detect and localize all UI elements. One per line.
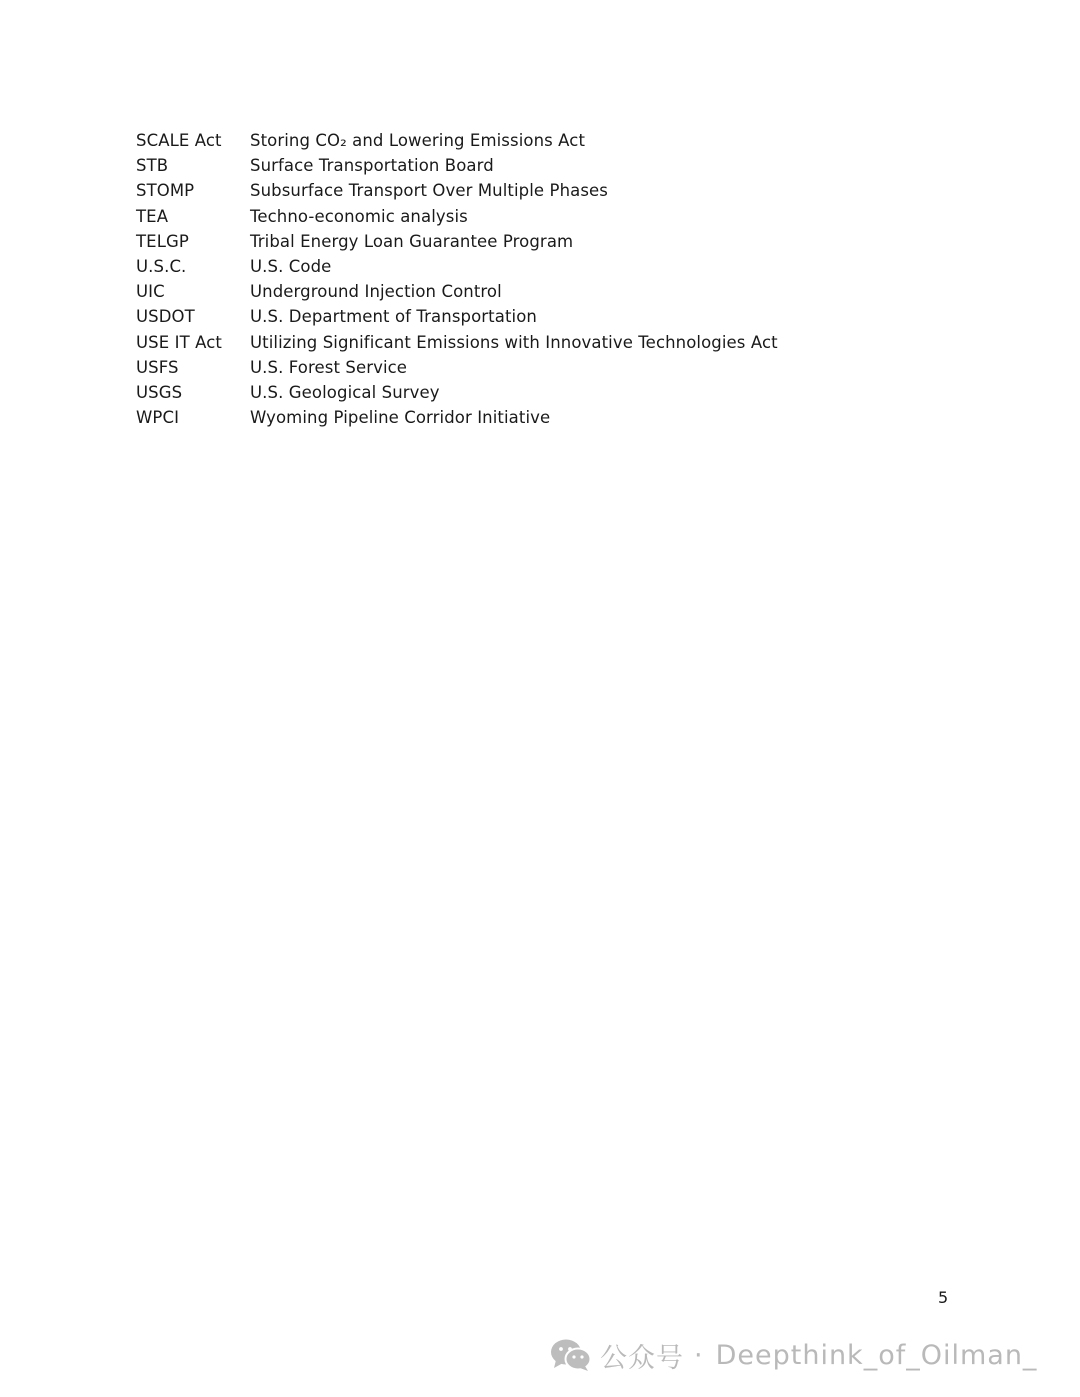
watermark [550,1335,1037,1375]
acronym-row [136,254,836,279]
acronym-definition: Storing CO₂ and Lowering Emissions Act [250,131,586,151]
acronym-abbreviation: SCALE Act [136,131,222,151]
acronym-row [136,380,836,405]
acronym-row [136,229,836,254]
acronym-row [136,304,836,329]
watermark-account: Deepthink_of_Oilman_ [715,1339,1038,1371]
acronym-definition: Techno-economic analysis [250,206,468,226]
acronym-row [136,178,836,203]
acronym-abbreviation: U.S.C. [136,257,187,277]
acronym-row [136,355,836,380]
acronym-abbreviation: USFS [136,357,179,377]
acronym-definition: U.S. Geological Survey [250,382,440,402]
acronym-abbreviation: TEA [136,206,169,226]
acronym-definition: Wyoming Pipeline Corridor Initiative [250,408,551,428]
acronym-definition: Subsurface Transport Over Multiple Phases [250,181,608,201]
acronym-abbreviation: USDOT [136,307,195,327]
acronym-abbreviation: TELGP [136,231,189,251]
acronym-definition: Utilizing Significant Emissions with Innovative Technologies Act [250,332,778,352]
acronym-row [136,279,836,304]
acronym-definition: U.S. Department of Transportation [250,307,537,327]
watermark-separator: · [694,1339,704,1371]
wechat-icon [550,1338,592,1372]
acronym-abbreviation: USGS [136,382,183,402]
acronym-abbreviation: UIC [136,282,165,302]
acronym-abbreviation: WPCI [136,408,180,428]
acronym-row [136,204,836,229]
acronym-definition: U.S. Forest Service [250,357,408,377]
acronym-row [136,153,836,178]
acronym-abbreviation: USE IT Act [136,332,222,352]
watermark-label: 公众号 [600,1342,684,1374]
acronym-definition: Underground Injection Control [250,282,502,302]
acronym-row [136,330,836,355]
acronym-definition: Surface Transportation Board [250,156,494,176]
acronym-list [136,128,836,430]
acronym-abbreviation: STOMP [136,181,195,201]
acronym-abbreviation: STB [136,156,169,176]
page-number: 5 [938,1288,949,1307]
acronym-definition: Tribal Energy Loan Guarantee Program [250,231,574,251]
acronym-row [136,128,836,153]
acronym-definition: U.S. Code [250,257,332,277]
acronym-row [136,405,836,430]
